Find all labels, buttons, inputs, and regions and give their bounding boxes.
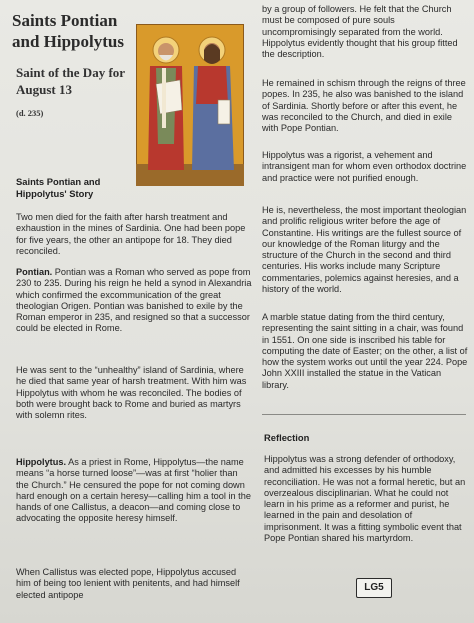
reflection-text: Hippolytus was a strong defender of orthodoxy, and admitted his excesses by his humble reconciliation. He was not a formal heretic, but an overzealous disciplinarian. What he could not learn in his prime as a reformer and purist, he learned in the pain and desolation of imprisonment. It was a fitting symbolic event that Pope Pontian shared his martyrdom. bbox=[264, 454, 466, 544]
reflection-heading: Reflection bbox=[264, 432, 310, 443]
story-heading: Saints Pontian and Hippolytus' Story bbox=[16, 176, 101, 199]
right-paragraph-4: He is, nevertheless, the most important theologian and prolific religious writer before the age of Constantine. His writings are the fullest source of our knowledge of the Roman liturgy and the structure of the Church in the second and third centuries. His works include many Scripture commentaries, polemics against heresies, and a history of the world. bbox=[262, 205, 467, 295]
page-title: Saints Pontian and Hippolytus bbox=[12, 11, 124, 51]
left-paragraph-1: Two men died for the faith after harsh treatment and exhaustion in the mines of Sardinia. One had been pope for five years, the other an antipope for 18. They died reconciled. bbox=[16, 212, 246, 256]
right-paragraph-5: A marble statue dating from the third century, representing the saint sitting in a chair, was found in 1551. On one side is inscribed his table for computing the date of Easter; on the other, a list of how the system works out until the year 224. Pope John XXIII installed the statue in the Vatican library. bbox=[262, 312, 468, 390]
left-paragraph-3: He was sent to the “unhealthy” island of Sardinia, where he died that same year of harsh treatment. With him was Hippolytus with whom he was reconciled. The bodies of both were brought back to Rome and buried as martyrs with solemn rites. bbox=[16, 365, 247, 421]
saints-icon-image bbox=[136, 24, 244, 186]
right-paragraph-3: Hippolytus was a rigorist, a vehement and intransigent man for whom even orthodox doctrine and practice were not purified enough. bbox=[262, 150, 467, 183]
left-paragraph-2: Pontian. Pontian was a Roman who served as pope from 230 to 235. During his reign he held a synod in Alexandria which confirmed the excommunication of the great theologian Origen. Pontian was banished to exile by the Roman emperor in 235, and resigned so that a successor could be elected in Rome. bbox=[16, 267, 252, 334]
left-paragraph-4: Hippolytus. As a priest in Rome, Hippolytus—the name means “a horse turned loose”—was at first “holier than the Church.” He censured the pope for not coming down hard enough on a certain heresy—calling him a tool in the hands of one Callistus, a deacon—and coming close to advocating the opposite heresy himself. bbox=[16, 457, 251, 524]
hippolytus-lead: Hippolytus. bbox=[16, 457, 67, 467]
section-divider bbox=[262, 414, 466, 415]
right-paragraph-2: He remained in schism through the reigns of three popes. In 235, he also was banished to the island of Sardinia. Shortly before or after this event, he was reconciled to the Church, and died in exile with Pope Pontian. bbox=[262, 78, 466, 134]
right-paragraph-1: by a group of followers. He felt that the Church must be composed of pure souls uncompromisingly separated from the world. Hippolytus evidently thought that his group fitted the description. bbox=[262, 4, 458, 60]
pontian-lead: Pontian. bbox=[16, 267, 53, 277]
left-paragraph-5: When Callistus was elected pope, Hippolytus accused him of being too lenient with penitents, and had himself elected antipope bbox=[16, 567, 240, 600]
page-subtitle: Saint of the Day for August 13 bbox=[16, 65, 125, 97]
death-date: (d. 235) bbox=[16, 108, 44, 118]
page-code-box: LG5 bbox=[356, 578, 392, 598]
